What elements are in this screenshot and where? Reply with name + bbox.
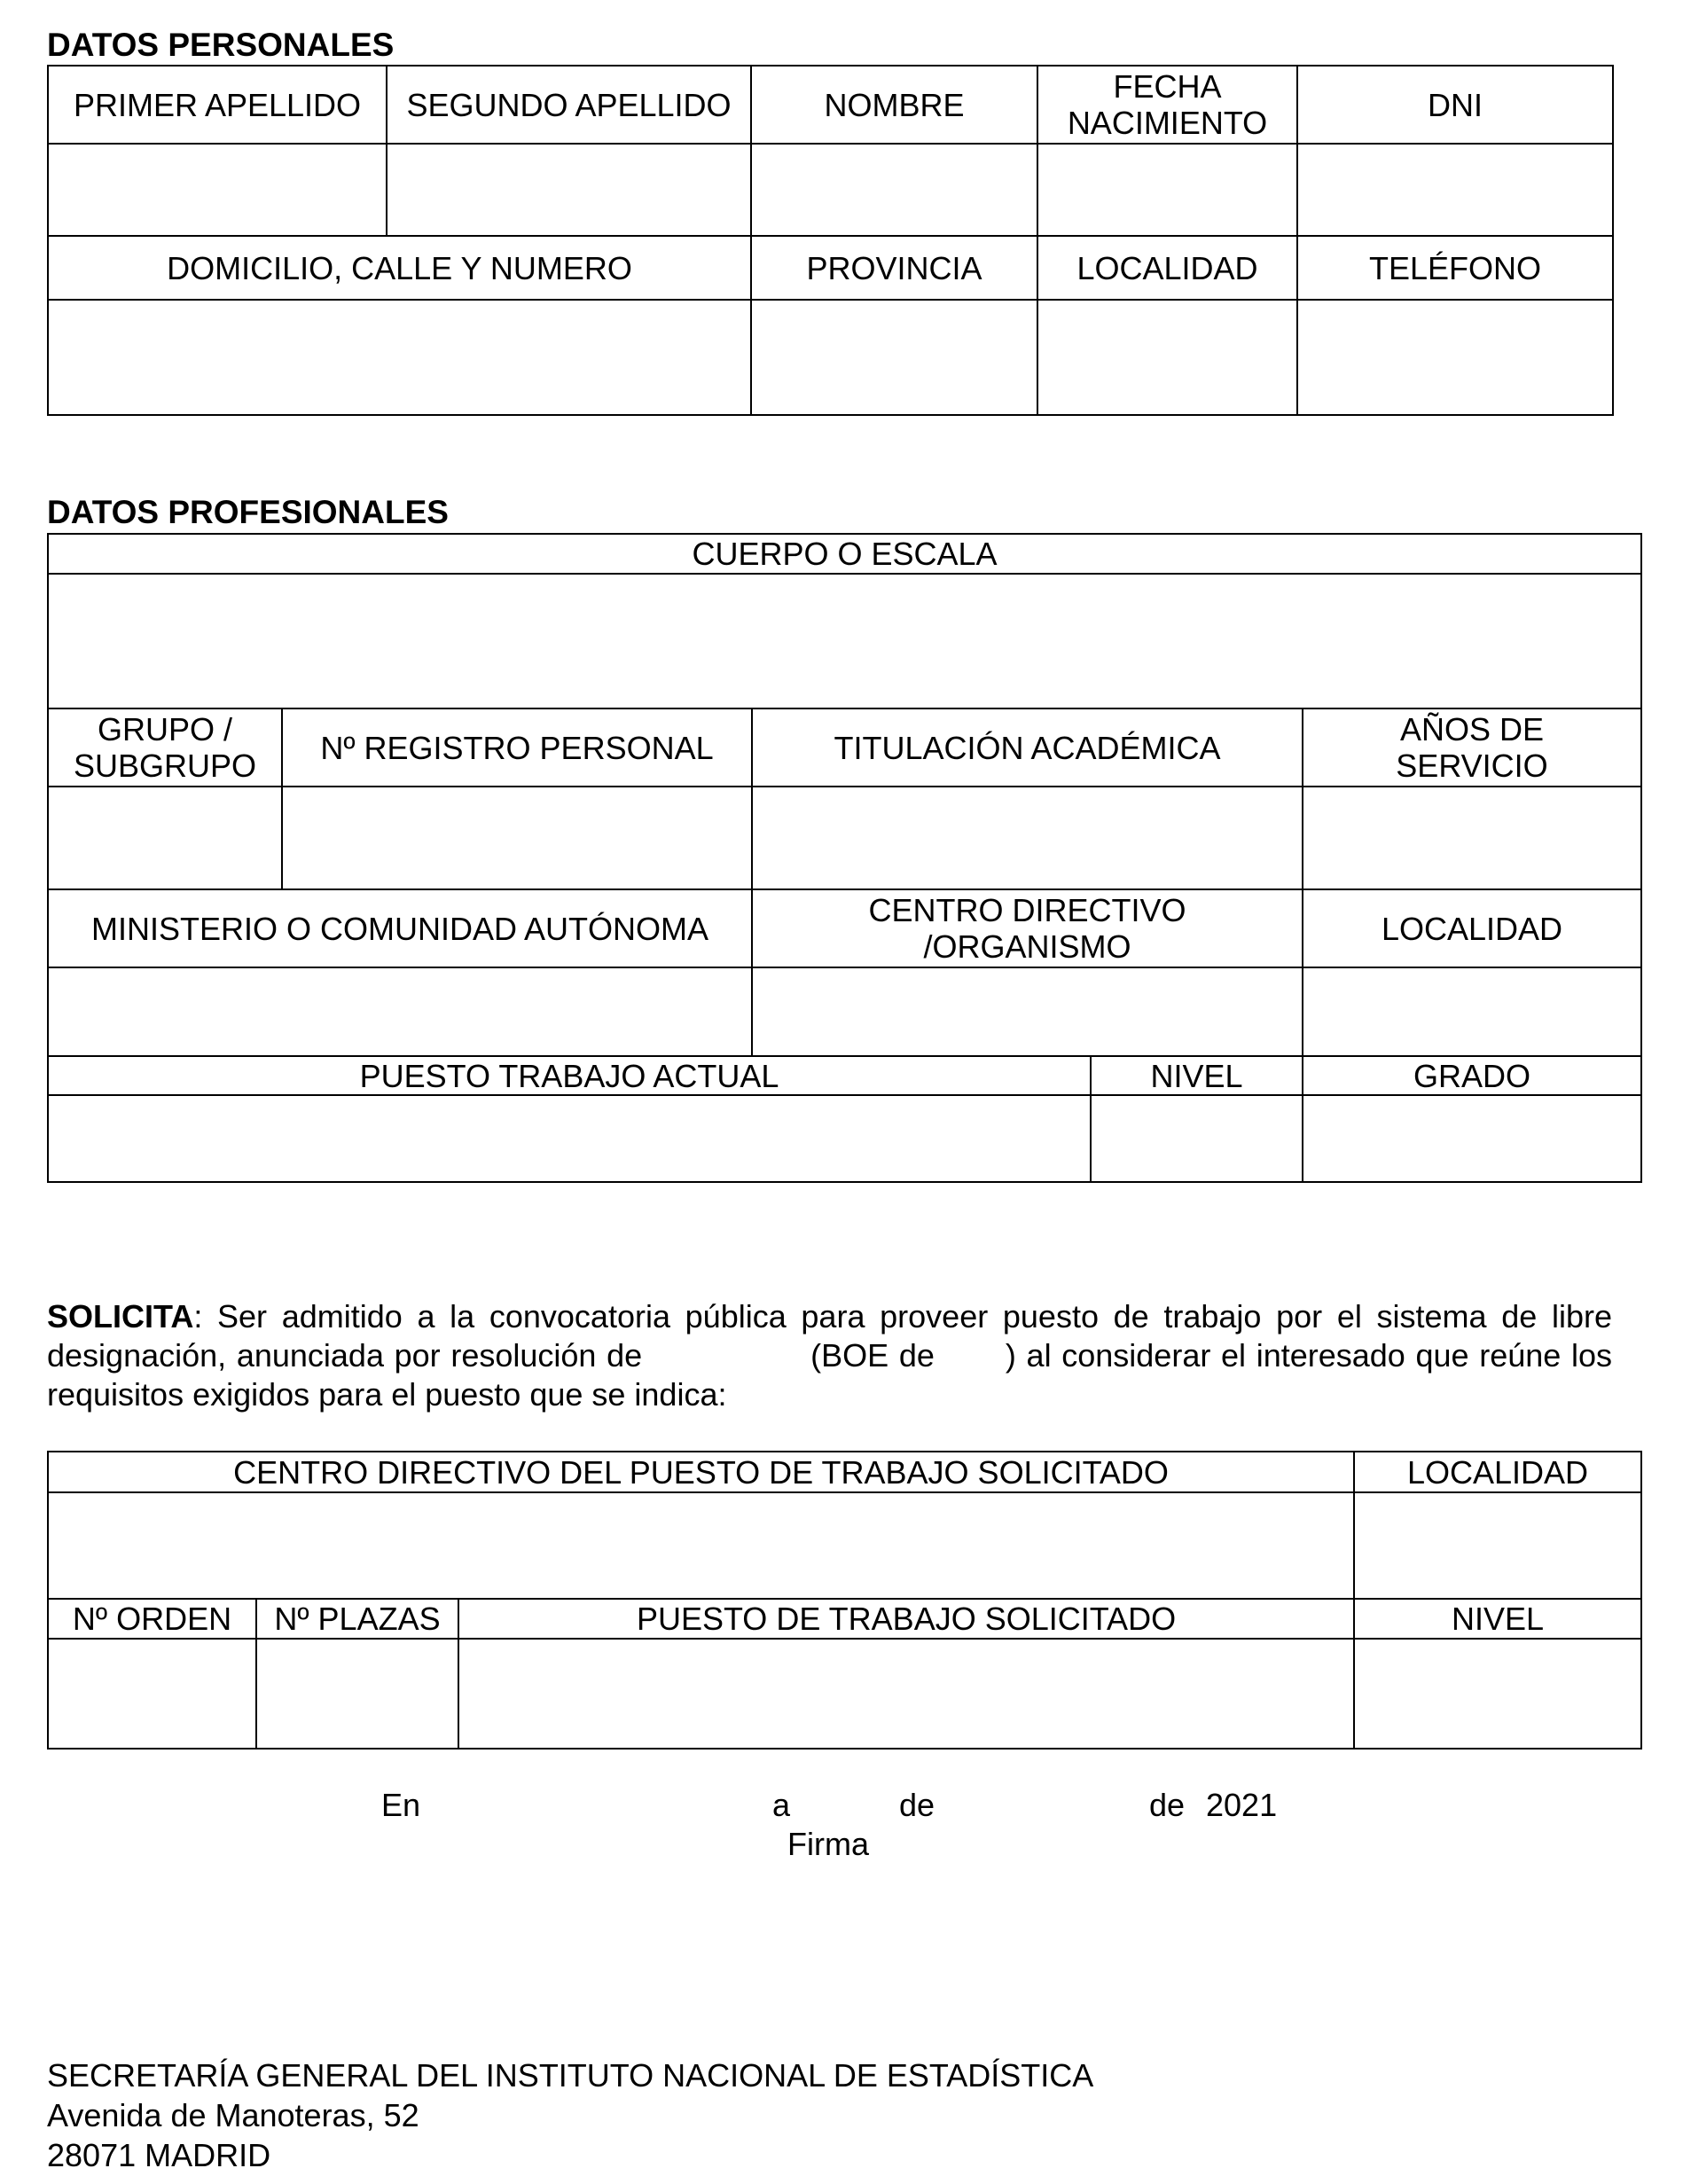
header-domicilio: DOMICILIO, CALLE Y NUMERO bbox=[48, 236, 751, 300]
header-grupo-subgrupo: GRUPO / SUBGRUPO bbox=[48, 708, 282, 787]
field-puesto-solicitado[interactable] bbox=[458, 1639, 1354, 1749]
header-localidad-prof: LOCALIDAD bbox=[1303, 889, 1641, 967]
signature-firma: Firma bbox=[787, 1826, 869, 1862]
header-grado: GRADO bbox=[1303, 1056, 1641, 1095]
header-nivel-actual: NIVEL bbox=[1091, 1056, 1303, 1095]
header-titulacion: TITULACIÓN ACADÉMICA bbox=[752, 708, 1303, 787]
header-anos-servicio: AÑOS DE SERVICIO bbox=[1303, 708, 1641, 787]
header-centro-directivo: CENTRO DIRECTIVO /ORGANISMO bbox=[752, 889, 1303, 967]
requested-position-table bbox=[47, 1451, 1642, 1750]
header-registro-personal: Nº REGISTRO PERSONAL bbox=[282, 708, 752, 787]
field-numero-plazas[interactable] bbox=[256, 1639, 458, 1749]
header-localidad: LOCALIDAD bbox=[1037, 236, 1297, 300]
professional-section-title: DATOS PROFESIONALES bbox=[47, 494, 449, 530]
field-grado[interactable] bbox=[1303, 1095, 1641, 1182]
field-centro-solicitado[interactable] bbox=[48, 1492, 1354, 1599]
field-nivel-solicitado[interactable] bbox=[1354, 1639, 1641, 1749]
signature-en: En bbox=[381, 1787, 421, 1823]
solicita-paragraph bbox=[47, 1297, 1612, 1414]
header-fecha-nacimiento: FECHA NACIMIENTO bbox=[1037, 66, 1297, 144]
field-provincia[interactable] bbox=[751, 300, 1037, 415]
field-registro-personal[interactable] bbox=[282, 787, 752, 889]
header-centro-solicitado: CENTRO DIRECTIVO DEL PUESTO DE TRABAJO SOLICITADO bbox=[48, 1452, 1354, 1492]
field-nombre[interactable] bbox=[751, 144, 1037, 236]
header-telefono: TELÉFONO bbox=[1297, 236, 1613, 300]
solicita-label: SOLICITA bbox=[47, 1298, 194, 1335]
solicita-text-3: ) al considerar el interesado que reúne los requisitos exigidos para el puesto que se indica: bbox=[47, 1337, 1612, 1413]
field-telefono[interactable] bbox=[1297, 300, 1613, 415]
header-puesto-actual: PUESTO TRABAJO ACTUAL bbox=[48, 1056, 1091, 1095]
header-segundo-apellido: SEGUNDO APELLIDO bbox=[387, 66, 751, 144]
header-provincia: PROVINCIA bbox=[751, 236, 1037, 300]
address-line-2: Avenida de Manoteras, 52 bbox=[47, 2097, 419, 2133]
header-ministerio: MINISTERIO O COMUNIDAD AUTÓNOMA bbox=[48, 889, 752, 967]
field-titulacion[interactable] bbox=[752, 787, 1303, 889]
header-dni: DNI bbox=[1297, 66, 1613, 144]
field-fecha-nacimiento[interactable] bbox=[1037, 144, 1297, 236]
field-localidad-solicitada[interactable] bbox=[1354, 1492, 1641, 1599]
solicita-text-2: (BOE de bbox=[810, 1337, 935, 1374]
header-numero-orden: Nº ORDEN bbox=[48, 1599, 256, 1639]
address-line-3: 28071 MADRID bbox=[47, 2137, 271, 2173]
header-puesto-solicitado: PUESTO DE TRABAJO SOLICITADO bbox=[458, 1599, 1354, 1639]
field-localidad-prof[interactable] bbox=[1303, 967, 1641, 1056]
header-primer-apellido: PRIMER APELLIDO bbox=[48, 66, 387, 144]
address-line-1: SECRETARÍA GENERAL DEL INSTITUTO NACIONAL DE ESTADÍSTICA bbox=[47, 2057, 1094, 2094]
field-localidad[interactable] bbox=[1037, 300, 1297, 415]
field-primer-apellido[interactable] bbox=[48, 144, 387, 236]
field-domicilio[interactable] bbox=[48, 300, 751, 415]
field-numero-orden[interactable] bbox=[48, 1639, 256, 1749]
header-nombre: NOMBRE bbox=[751, 66, 1037, 144]
signature-de-1: de bbox=[899, 1787, 935, 1823]
personal-section-title: DATOS PERSONALES bbox=[47, 27, 395, 63]
field-dni[interactable] bbox=[1297, 144, 1613, 236]
field-segundo-apellido[interactable] bbox=[387, 144, 751, 236]
field-centro-directivo[interactable] bbox=[752, 967, 1303, 1056]
personal-data-table bbox=[47, 65, 1614, 416]
signature-year: 2021 bbox=[1206, 1787, 1278, 1823]
field-grupo-subgrupo[interactable] bbox=[48, 787, 282, 889]
field-nivel-actual[interactable] bbox=[1091, 1095, 1303, 1182]
header-cuerpo-escala: CUERPO O ESCALA bbox=[48, 534, 1641, 574]
field-ministerio[interactable] bbox=[48, 967, 752, 1056]
field-cuerpo-escala[interactable] bbox=[48, 574, 1641, 708]
header-numero-plazas: Nº PLAZAS bbox=[256, 1599, 458, 1639]
professional-data-table bbox=[47, 533, 1642, 1183]
field-puesto-actual[interactable] bbox=[48, 1095, 1091, 1182]
signature-a: a bbox=[772, 1787, 791, 1823]
field-anos-servicio[interactable] bbox=[1303, 787, 1641, 889]
signature-de-2: de bbox=[1149, 1787, 1186, 1823]
header-nivel-solicitado: NIVEL bbox=[1354, 1599, 1641, 1639]
header-localidad-solicitada: LOCALIDAD bbox=[1354, 1452, 1641, 1492]
solicita-text-1: : Ser admitido a la convocatoria pública para proveer puesto de trabajo por el sistema de libre designación, anunciada por resolución de bbox=[47, 1298, 1612, 1374]
